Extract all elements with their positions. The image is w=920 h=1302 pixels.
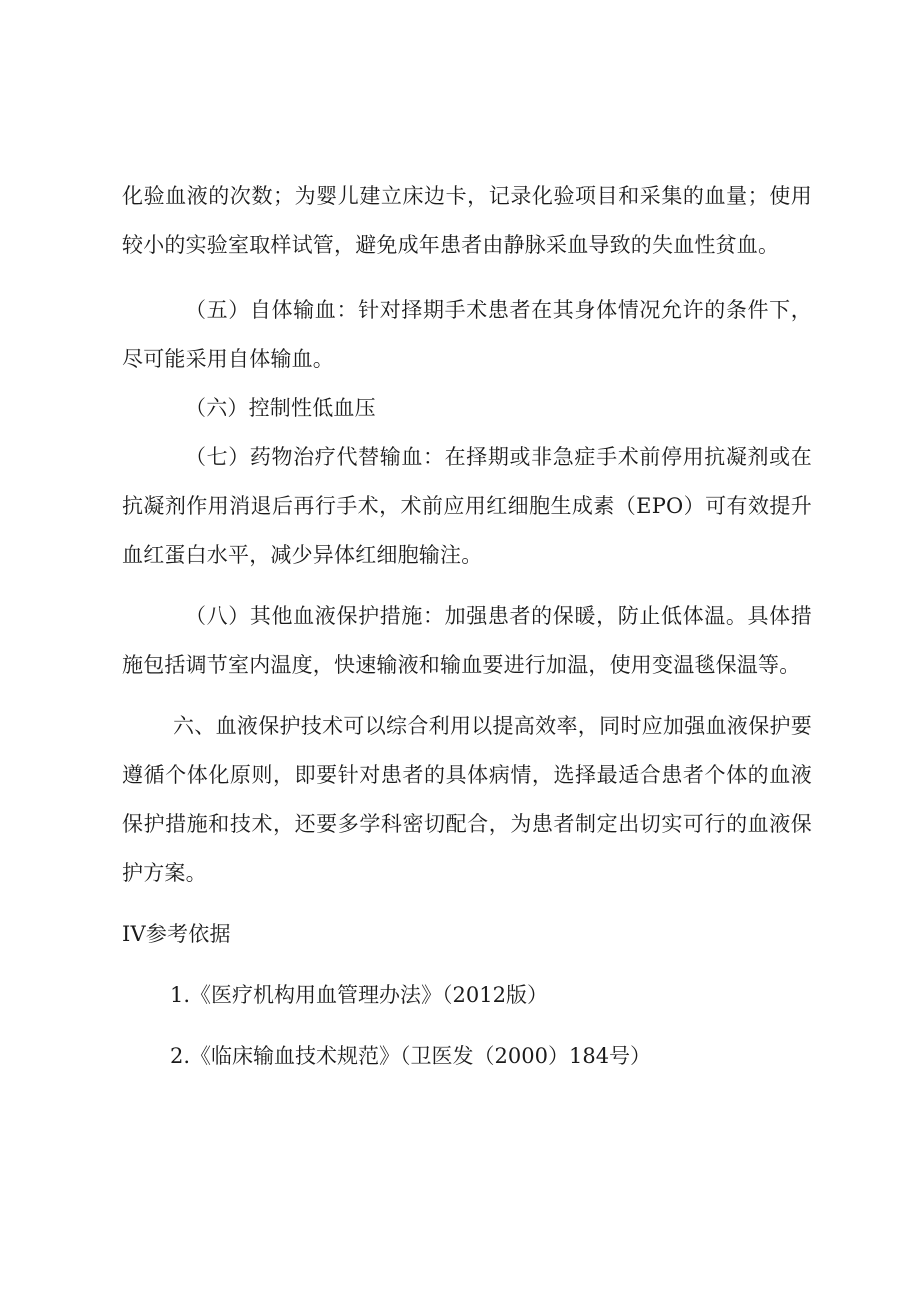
document-body [122, 172, 812, 1081]
paragraph-blood-sampling: 化验血液的次数；为婴儿建立床边卡，记录化验项目和采集的血量；使用较小的实验室取样试管，避免成年患者由静脉采血导致的失血性贫血。 [122, 184, 812, 257]
paragraph-controlled-hypotension: （六）控制性低血压 [185, 396, 376, 420]
paragraph-drug-therapy: （七）药物治疗代替输血：在择期或非急症手术前停用抗凝剂或在抗凝剂作用消退后再行手术，术前应用红细胞生成素（EPO）可有效提升血红蛋白水平，减少异体红细胞输注。 [122, 445, 812, 567]
reference-item-2: 2.《临床输血技术规范》（卫医发（2000）184号） [170, 1044, 652, 1068]
section-heading-references: IV参考依据 [122, 922, 231, 946]
paragraph-autologous-transfusion: （五）自体输血：针对择期手术患者在其身体情况允许的条件下，尽可能采用自体输血。 [122, 298, 812, 371]
reference-item-1: 1.《医疗机构用血管理办法》（2012版） [170, 983, 548, 1007]
paragraph-section-six: 六、血液保护技术可以综合利用以提高效率，同时应加强血液保护要遵循个体化原则，即要针对患者的具体病情，选择最适合患者个体的血液保护措施和技术，还要多学科密切配合，为患者制定出切实可行的血液保护方案。 [122, 714, 812, 885]
paragraph-other-measures: （八）其他血液保护措施：加强患者的保暖，防止低体温。具体措施包括调节室内温度，快速输液和输血要进行加温，使用变温毯保温等。 [122, 604, 812, 677]
